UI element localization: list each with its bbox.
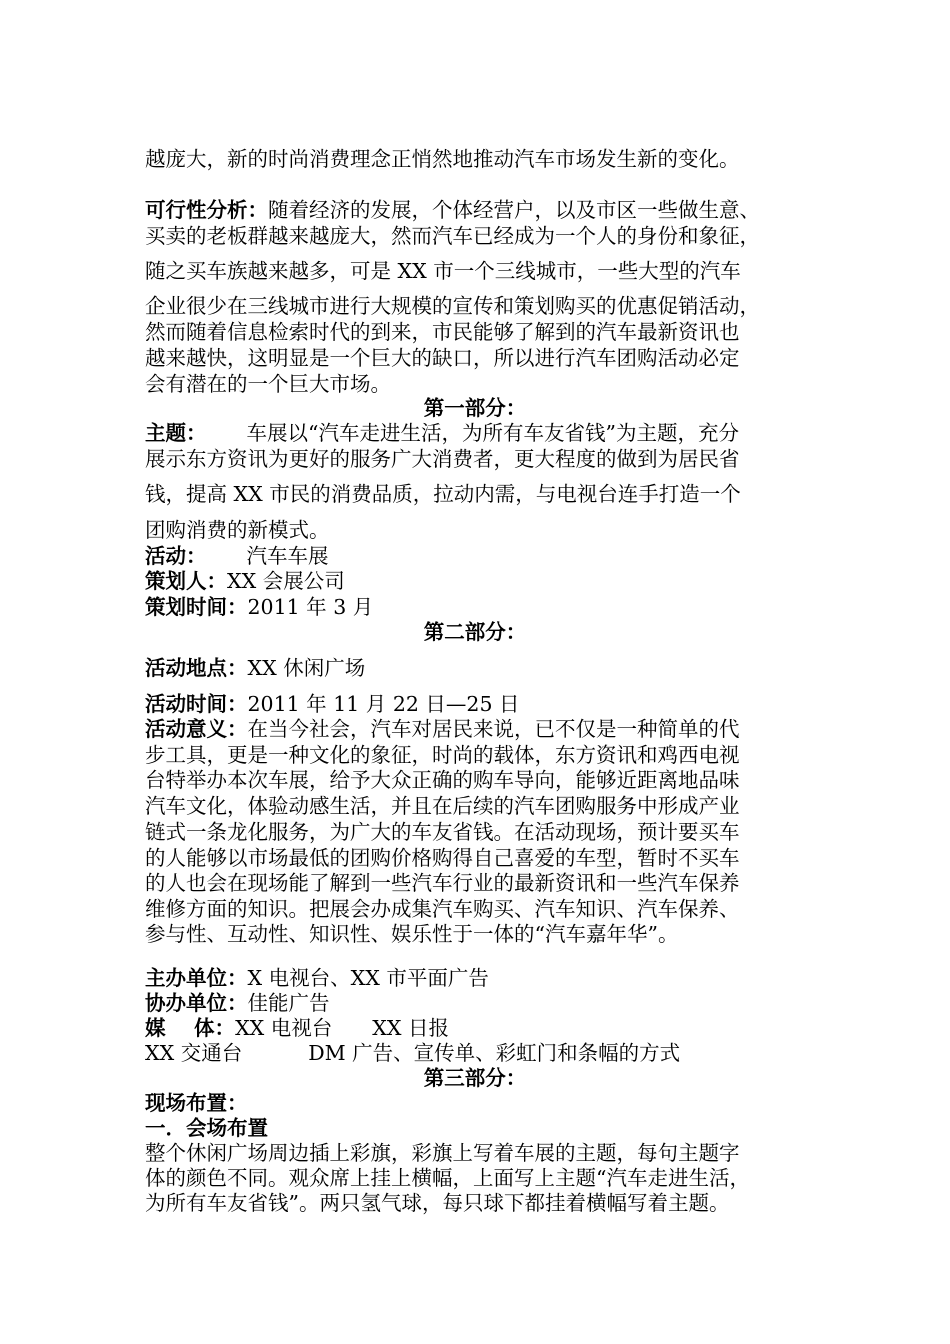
feasibility-line-4: 企业很少在三线城市进行大规模的宣传和策划购买的优惠促销活动， bbox=[145, 294, 760, 318]
theme-label: 主题： bbox=[145, 421, 207, 445]
theme-line-4: 团购消费的新模式。 bbox=[145, 518, 330, 542]
theme-line-1: 主题： 车展以“汽车走进生活，为所有车友省钱”为主题，充分 bbox=[145, 421, 739, 445]
planner-line: 策划人：XX 会展公司 bbox=[145, 569, 345, 593]
layout-line-2: 体的颜色不同。观众席上挂上横幅，上面写上主题“汽车走进生活， bbox=[145, 1166, 750, 1190]
part2-heading: 第二部分： bbox=[423, 620, 527, 644]
feasibility-line-2: 买卖的老板群越来越庞大，然而汽车已经成为一个人的身份和象征， bbox=[145, 224, 760, 248]
activity-label: 活动： bbox=[145, 544, 207, 568]
meaning-line-1: 活动意义：在当今社会，汽车对居民来说，已不仅是一种简单的代 bbox=[145, 717, 740, 741]
time-line: 活动时间：2011 年 11 月 22 日—25 日 bbox=[145, 692, 520, 716]
meaning-line-2: 步工具，更是一种文化的象征，时尚的载体，东方资讯和鸡西电视 bbox=[145, 743, 740, 767]
meaning-line-8: 维修方面的知识。把展会办成集汽车购买、汽车知识、汽车保养、 bbox=[145, 897, 740, 921]
activity-line: 活动： 汽车车展 bbox=[145, 544, 329, 568]
part1-heading: 第一部分： bbox=[423, 396, 527, 420]
venue-line: 活动地点：XX 休闲广场 bbox=[145, 656, 366, 680]
meaning-line-9: 参与性、互动性、知识性、娱乐性于一体的“汽车嘉年华”。 bbox=[145, 922, 679, 946]
cohost-label: 协办单位： bbox=[145, 991, 248, 1015]
media-label: 媒 体： bbox=[145, 1016, 236, 1040]
venue-layout-subheading: 一．会场布置 bbox=[145, 1116, 268, 1140]
meaning-line-3: 台特举办本次车展，给予大众正确的购车导向，能够近距离地品味 bbox=[145, 768, 740, 792]
time-label: 活动时间： bbox=[145, 692, 248, 716]
layout-line-1: 整个休闲广场周边插上彩旗，彩旗上写着车展的主题，每句主题字 bbox=[145, 1141, 740, 1165]
part3-heading: 第三部分： bbox=[423, 1066, 527, 1090]
feasibility-line-6: 越来越快，这明显是一个巨大的缺口，所以进行汽车团购活动必定 bbox=[145, 346, 740, 370]
feasibility-label: 可行性分析： bbox=[145, 198, 268, 222]
planner-label: 策划人： bbox=[145, 569, 227, 593]
feasibility-line-5: 然而随着信息检索时代的到来，市民能够了解到的汽车最新资讯也 bbox=[145, 320, 740, 344]
meaning-line-5: 链式一条龙化服务，为广大的车友省钱。在活动现场，预计要买车 bbox=[145, 820, 740, 844]
intro-line: 越庞大，新的时尚消费理念正悄然地推动汽车市场发生新的变化。 bbox=[145, 147, 740, 171]
plan-time-line: 策划时间：2011 年 3 月 bbox=[145, 595, 374, 619]
host-line: 主办单位：X 电视台、XX 市平面广告 bbox=[145, 966, 489, 990]
feasibility-line-3: 随之买车族越来越多，可是 XX 市一个三线城市，一些大型的汽车 bbox=[145, 259, 741, 283]
feasibility-line-1: 可行性分析：随着经济的发展，个体经营户，以及市区一些做生意、 bbox=[145, 198, 760, 222]
meaning-line-6: 的人能够以市场最低的团购价格购得自己喜爱的车型，暂时不买车 bbox=[145, 846, 740, 870]
host-label: 主办单位： bbox=[145, 966, 248, 990]
cohost-line: 协办单位：佳能广告 bbox=[145, 991, 330, 1015]
theme-line-3: 钱，提高 XX 市民的消费品质，拉动内需，与电视台连手打造一个 bbox=[145, 482, 741, 506]
media-line-1: 媒 体：XX 电视台 XX 日报 bbox=[145, 1016, 449, 1040]
layout-line-3: 为所有车友省钱”。两只氢气球，每只球下都挂着横幅写着主题。 bbox=[145, 1191, 730, 1215]
theme-line-2: 展示东方资讯为更好的服务广大消费者，更大程度的做到为居民省 bbox=[145, 447, 740, 471]
feasibility-line-7: 会有潜在的一个巨大市场。 bbox=[145, 372, 391, 396]
meaning-line-7: 的人也会在现场能了解到一些汽车行业的最新资讯和一些汽车保养 bbox=[145, 871, 740, 895]
meaning-label: 活动意义： bbox=[145, 717, 248, 741]
plan-time-label: 策划时间： bbox=[145, 595, 248, 619]
layout-label: 现场布置： bbox=[145, 1091, 248, 1115]
media-line-2: XX 交通台 DM 广告、宣传单、彩虹门和条幅的方式 bbox=[145, 1041, 681, 1065]
meaning-line-4: 汽车文化，体验动感生活，并且在后续的汽车团购服务中形成产业 bbox=[145, 794, 740, 818]
venue-label: 活动地点： bbox=[145, 656, 248, 680]
